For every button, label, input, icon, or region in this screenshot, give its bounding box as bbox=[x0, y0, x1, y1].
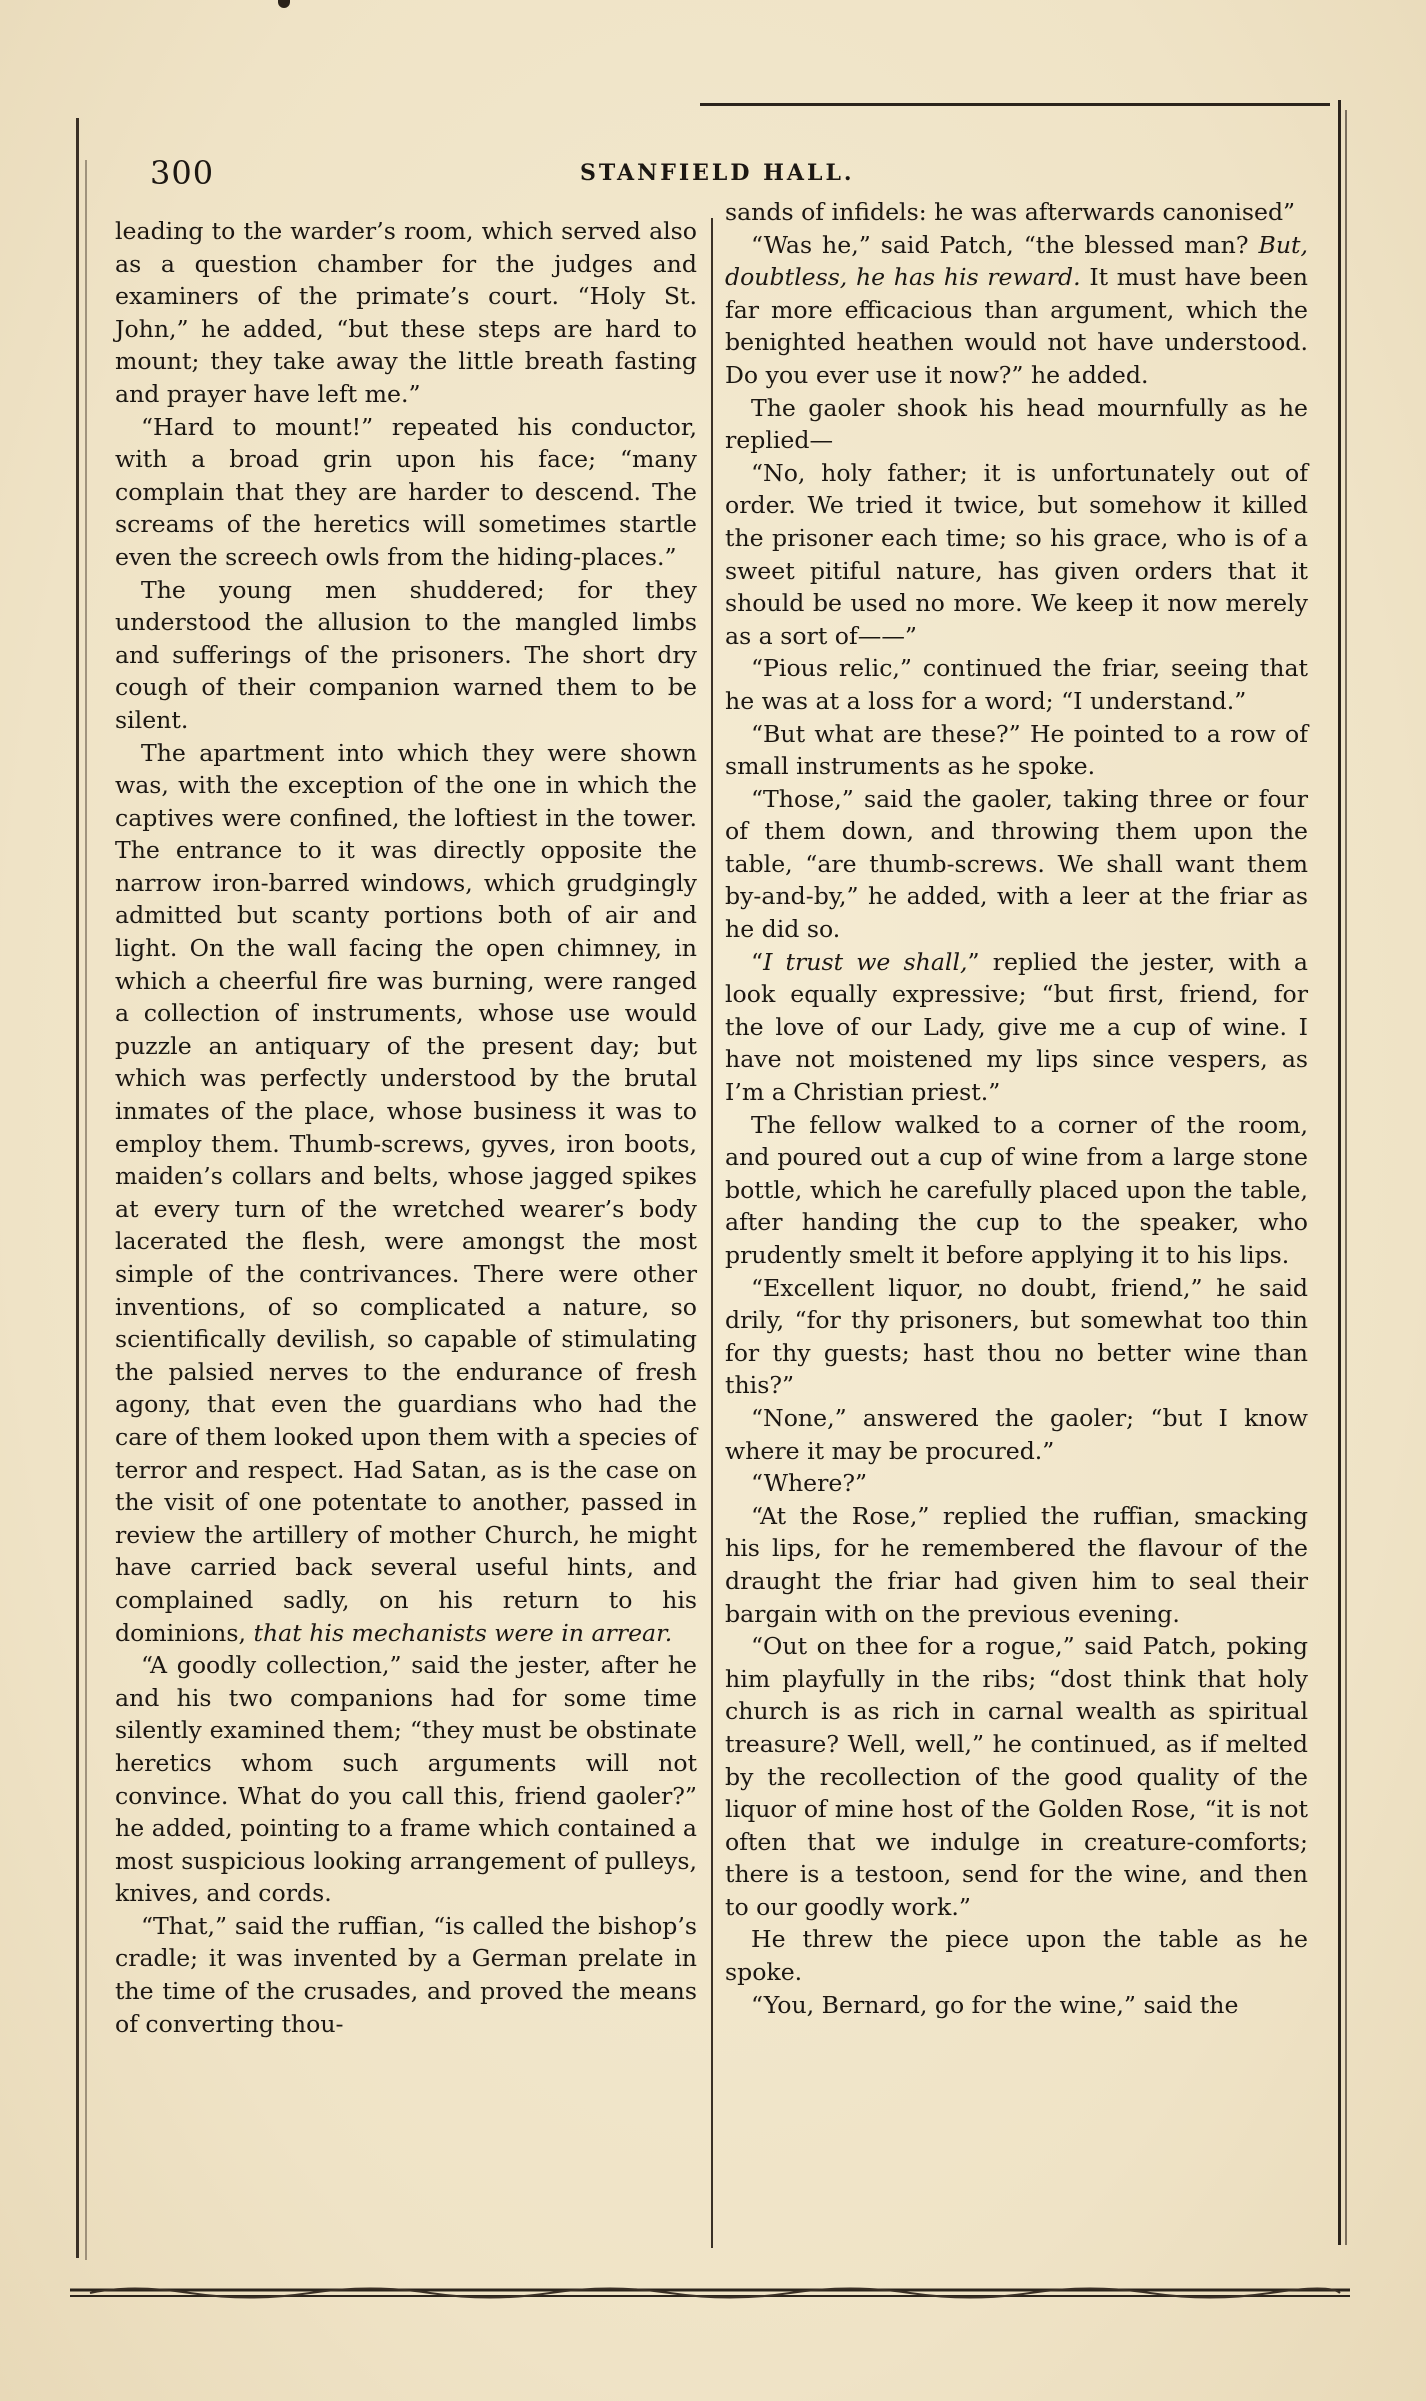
italic-text: But, doubtless, he has his reward. bbox=[725, 230, 1308, 292]
left-border-rule bbox=[76, 118, 79, 2258]
paragraph bbox=[725, 1109, 1308, 1272]
text-run: The fellow walked to a corner of the room, and poured out a cup of wine from a large stone bottle, which he carefully placed upon the table, after handing the cup to the speaker, who prudently smelt it before applying it to his lips. bbox=[725, 1110, 1308, 1269]
text-run: “Pious relic,” continued the friar, seeing that he was at a loss for a word; “I understand.” bbox=[725, 654, 1308, 715]
text-run: He threw the piece upon the table as he spoke. bbox=[725, 1925, 1308, 1987]
right-border-rule-inner bbox=[1345, 110, 1347, 2245]
text-run: “At the Rose,” replied the ruffian, smacking his lips, for he remembered the flavour of the draught the friar had given him to seal their bargain with on the previous evening. bbox=[725, 1501, 1308, 1628]
text-run: “No, holy father; it is unfortunately out of order. We tried it twice, but somehow it killed the prisoner each time; so his grace, who is of a sweet pitiful nature, has given orders that it should be used no more. We keep it now merely as a sort of——” bbox=[725, 458, 1308, 650]
paragraph bbox=[725, 1989, 1308, 2022]
running-title: STANFIELD HALL. bbox=[580, 160, 855, 186]
paragraph bbox=[115, 1649, 697, 1910]
paragraph bbox=[115, 1910, 697, 2040]
ink-blot bbox=[278, 0, 290, 8]
text-run: “Where?” bbox=[751, 1469, 868, 1498]
text-run: “ bbox=[751, 947, 764, 976]
text-run: “Excellent liquor, no doubt, friend,” he said drily, “for thy prisoners, but somewhat too thin for thy guests; hast thou no better wine than this?” bbox=[725, 1273, 1308, 1400]
left-column bbox=[115, 215, 697, 2040]
paragraph bbox=[725, 1923, 1308, 1988]
text-run: “Those,” said the gaoler, taking three or four of them down, and throwing them upon the table, “are thumb-screws. We shall want them by-and-by,” he added, with a leer at the friar as he did so. bbox=[725, 784, 1308, 944]
paragraph bbox=[725, 457, 1308, 653]
paragraph bbox=[725, 652, 1308, 717]
paragraph bbox=[725, 1630, 1308, 1923]
text-run: “But what are these?” He pointed to a row of small instruments as he spoke. bbox=[725, 719, 1308, 781]
top-rule bbox=[700, 103, 1330, 106]
right-column bbox=[725, 196, 1308, 2021]
paragraph bbox=[725, 1467, 1308, 1500]
italic-text: that his mechanists were in arrear. bbox=[253, 1618, 673, 1647]
column-divider bbox=[711, 218, 713, 2248]
left-border-rule-inner bbox=[85, 160, 87, 2260]
text-run: “That,” said the ruffian, “is called the bishop’s cradle; it was invented by a German prelate in the time of the crusades, and proved the means of converting thou- bbox=[115, 1911, 697, 2038]
paragraph bbox=[725, 1402, 1308, 1467]
text-run: “A goodly collection,” said the jester, after he and his two companions had for some time silently examined them; “they must be obstinate heretics whom such arguments will not convince. What do you call this, friend gaoler?” he added, pointing to a frame which contained a most suspicious looking arrangement of pulleys, knives, and cords. bbox=[115, 1651, 697, 1908]
text-run: It must have been far more efficacious than argument, which the benighted heathen would not have understood. Do you ever use it now?” he added. bbox=[725, 263, 1308, 389]
text-run: “Out on thee for a rogue,” said Patch, poking him playfully in the ribs; “dost think that holy church is as rich in carnal wealth as spiritual treasure? Well, well,” he continued, as if melted by the recollection of the good quality of the liquor of mine host of the Golden Rose, “it is not often that we indulge in creature-comforts; there is a testoon, send for the wine, and then to our goodly work.” bbox=[725, 1632, 1308, 1921]
paragraph bbox=[725, 1500, 1308, 1630]
paragraph bbox=[725, 196, 1308, 229]
page-number: 300 bbox=[150, 154, 215, 192]
italic-text: I trust we shall, bbox=[763, 947, 968, 976]
text-run: The apartment into which they were shown was, with the exception of the one in which the captives were confined, the loftiest in the tower. The entrance to it was directly opposite the narrow iron-barred windows, which grudgingly admitted but scanty portions both of air and light. On the wall facing the open chimney, in which a cheerful fire was burning, were ranged a collection of instruments, whose use would puzzle an antiquary of the present day; but which was perfectly understood by the brutal inmates of the place, whose business it was to employ them. Thumb-screws, gyves, iron boots, maiden’s collars and belts, whose jagged spikes at every turn of the wretched wearer’s body lacerated the flesh, were amongst the most simple of the contrivances. There were other inventions, of so complicated a nature, so scientifically devilish, so capable of stimulating the palsied nerves to the endurance of fresh agony, that even the guardians who had the care of them looked upon them with a species of terror and respect. Had Satan, as is the case on the visit of one potentate to another, passed in review the artillery of mother Church, he might have carried back several useful hints, and complained sadly, on his return to his dominions, bbox=[115, 738, 697, 1647]
page-header bbox=[150, 150, 1335, 196]
paragraph bbox=[725, 783, 1308, 946]
text-run: “You, Bernard, go for the wine,” said the bbox=[751, 1990, 1239, 2019]
text-run: “None,” answered the gaoler; “but I know where it may be procured.” bbox=[725, 1403, 1308, 1465]
right-border-rule bbox=[1338, 100, 1341, 2245]
text-run: The young men shuddered; for they understood the allusion to the mangled limbs and sufferings of the prisoners. The short dry cough of their companion warned them to be silent. bbox=[115, 575, 697, 734]
paragraph bbox=[115, 411, 697, 574]
paragraph bbox=[725, 392, 1308, 457]
paragraph bbox=[725, 229, 1308, 392]
paragraph bbox=[115, 215, 697, 411]
paragraph bbox=[115, 737, 697, 1650]
paragraph bbox=[725, 1272, 1308, 1402]
bottom-ornamental-rule bbox=[70, 2282, 1350, 2304]
text-run: “Hard to mount!” repeated his conductor, with a broad grin upon his face; “many complain that they are harder to descend. The screams of the heretics will sometimes startle even the screech owls from the hiding-places.” bbox=[115, 412, 697, 571]
text-run: The gaoler shook his head mournfully as he replied— bbox=[725, 393, 1308, 455]
text-run: ” replied the jester, with a look equally expressive; “but first, friend, for the love of our Lady, give me a cup of wine. I have not moistened my lips since vespers, as I’m a Christian priest.” bbox=[725, 947, 1308, 1107]
paragraph bbox=[725, 718, 1308, 783]
text-run: sands of infidels: he was afterwards canonised” bbox=[725, 198, 1296, 226]
text-run: “Was he,” said Patch, “the blessed man? bbox=[751, 230, 1259, 259]
paragraph bbox=[115, 574, 697, 737]
paragraph bbox=[725, 946, 1308, 1109]
text-run: leading to the warder’s room, which served also as a question chamber for the judges and examiners of the primate’s court. “Holy St. John,” he added, “but these steps are hard to mount; they take away the little breath fasting and prayer have left me.” bbox=[115, 217, 697, 408]
